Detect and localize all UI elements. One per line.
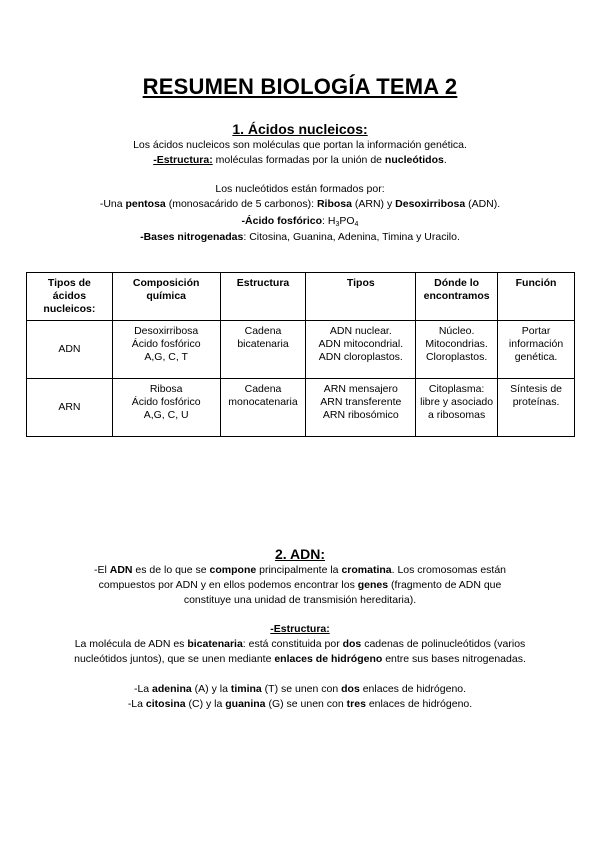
- table-header-cell: Tipos de ácidos nucleicos:: [27, 273, 113, 321]
- adn-paragraph: -El ADN es de lo que se compone principalmente la cromatina. Los cromosomas están compuestos por ADN y en ellos podemos encontrar los genes (fragmento de ADN que constituye una unidad de transmisión hereditaria).: [93, 564, 507, 606]
- table-cell: Citoplasma: libre y asociado a ribosomas: [416, 379, 498, 437]
- table-row: [27, 379, 575, 437]
- table-cell: Síntesis de proteínas.: [498, 379, 575, 437]
- adenina-timina-line: -La adenina (A) y la timina (T) se unen con dos enlaces de hidrógeno.: [133, 683, 467, 695]
- table-cell: ARN mensajero ARN transferente ARN ribosómico: [306, 379, 416, 437]
- table-cell: Ribosa Ácido fosfórico A,G, C, U: [112, 379, 220, 437]
- bases-line: -Bases nitrogenadas: Citosina, Guanina, Adenina, Timina y Uracilo.: [140, 231, 460, 243]
- table-cell: Portar información genética.: [498, 321, 575, 379]
- citosina-guanina-line: -La citosina (C) y la guanina (G) se unen con tres enlaces de hidrógeno.: [127, 698, 473, 710]
- table-cell: Núcleo. Mitocondrias. Cloroplastos.: [416, 321, 498, 379]
- table-cell: Cadena bicatenaria: [220, 321, 306, 379]
- section-1-heading: 1. Ácidos nucleicos:: [232, 121, 368, 137]
- nucleic-acid-table: [26, 272, 575, 437]
- table-header-cell: Composición química: [112, 273, 220, 321]
- bicatenaria-paragraph: La molécula de ADN es bicatenaria: está constituida por dos cadenas de polinucleótidos (varios nucleótidos juntos), que se unen mediante enlaces de hidrógeno entre sus bases nitrogenadas.: [74, 638, 526, 665]
- table-cell: ADN nuclear. ADN mitocondrial. ADN cloroplastos.: [306, 321, 416, 379]
- table-cell: Cadena monocatenaria: [220, 379, 306, 437]
- table-header-cell: Estructura: [220, 273, 306, 321]
- table-cell: Desoxirribosa Ácido fosfórico A,G, C, T: [112, 321, 220, 379]
- page-title: RESUMEN BIOLOGÍA TEMA 2: [142, 74, 458, 99]
- table-header-cell: Función: [498, 273, 575, 321]
- acido-fosforico-line: -Ácido fosfórico: $H_3PO_4$: [241, 215, 359, 228]
- table-header-cell: Dónde lo encontramos: [416, 273, 498, 321]
- table-header-row: [27, 273, 575, 321]
- table-row: [27, 321, 575, 379]
- estructura-label: -Estructura:: [270, 623, 330, 635]
- table-header-cell: Tipos: [306, 273, 416, 321]
- table-cell: ADN: [27, 321, 113, 379]
- section-2-heading: 2. ADN:: [274, 546, 326, 562]
- table-cell: ARN: [27, 379, 113, 437]
- section-1-intro: Los ácidos nucleicos son moléculas que portan la información genética. -Estructura: moléculas formadas por la unión de nucleótidos.: [133, 139, 467, 166]
- nucleotide-composition: Los nucleótidos están formados por: -Una pentosa (monosacárido de 5 carbonos): Ribosa (ARN) y Desoxirribosa (ADN).: [99, 183, 501, 210]
